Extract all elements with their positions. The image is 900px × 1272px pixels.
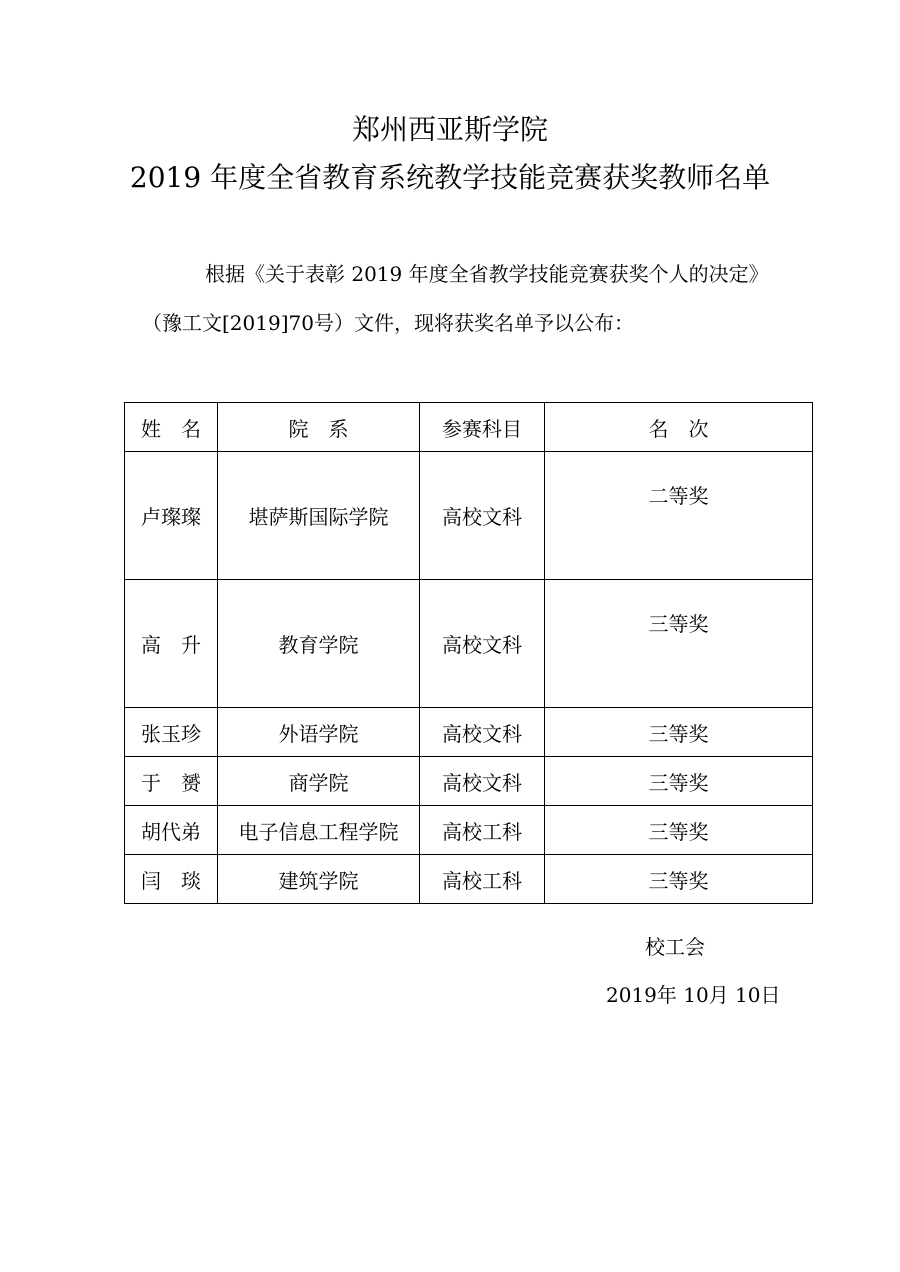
signature-date: 2019年 10月 10日 (606, 983, 781, 1007)
cell-name: 卢璨璨 (125, 452, 218, 580)
header-name: 姓 名 (125, 403, 218, 452)
cell-subject: 高校文科 (420, 757, 545, 806)
table-row (125, 806, 813, 855)
cell-rank: 三等奖 (545, 708, 813, 757)
document-title-list: 2019 年度全省教育系统教学技能竞赛获奖教师名单 (129, 161, 771, 194)
cell-rank: 二等奖 (545, 452, 813, 580)
cell-subject: 高校工科 (420, 855, 545, 904)
cell-department: 商学院 (218, 757, 420, 806)
table-row (125, 708, 813, 757)
table-row (125, 580, 813, 708)
table-header-row (125, 403, 813, 452)
cell-name: 张玉珍 (125, 708, 218, 757)
cell-subject: 高校文科 (420, 708, 545, 757)
cell-rank: 三等奖 (545, 757, 813, 806)
intro-paragraph-line-1: 根据《关于表彰 2019 年度全省教学技能竞赛获奖个人的决定》 (205, 262, 769, 286)
cell-name: 胡代弟 (125, 806, 218, 855)
cell-name: 于 赟 (125, 757, 218, 806)
header-rank: 名 次 (545, 403, 813, 452)
cell-subject: 高校文科 (420, 452, 545, 580)
cell-department: 建筑学院 (218, 855, 420, 904)
intro-paragraph-line-2: （豫工文[2019]70号）文件，现将获奖名单予以公布： (142, 311, 634, 335)
cell-rank: 三等奖 (545, 855, 813, 904)
document-title-institution: 郑州西亚斯学院 (351, 113, 548, 146)
header-department: 院 系 (218, 403, 420, 452)
cell-subject: 高校文科 (420, 580, 545, 708)
cell-name: 闫 琰 (125, 855, 218, 904)
cell-name: 高 升 (125, 580, 218, 708)
cell-rank: 三等奖 (545, 580, 813, 708)
cell-subject: 高校工科 (420, 806, 545, 855)
header-subject: 参赛科目 (420, 403, 545, 452)
table-row (125, 757, 813, 806)
cell-department: 堪萨斯国际学院 (218, 452, 420, 580)
cell-department: 教育学院 (218, 580, 420, 708)
cell-department: 电子信息工程学院 (218, 806, 420, 855)
cell-rank: 三等奖 (545, 806, 813, 855)
awards-table (124, 402, 813, 904)
cell-department: 外语学院 (218, 708, 420, 757)
table-row (125, 452, 813, 580)
signature-organization: 校工会 (645, 935, 705, 959)
table-row (125, 855, 813, 904)
